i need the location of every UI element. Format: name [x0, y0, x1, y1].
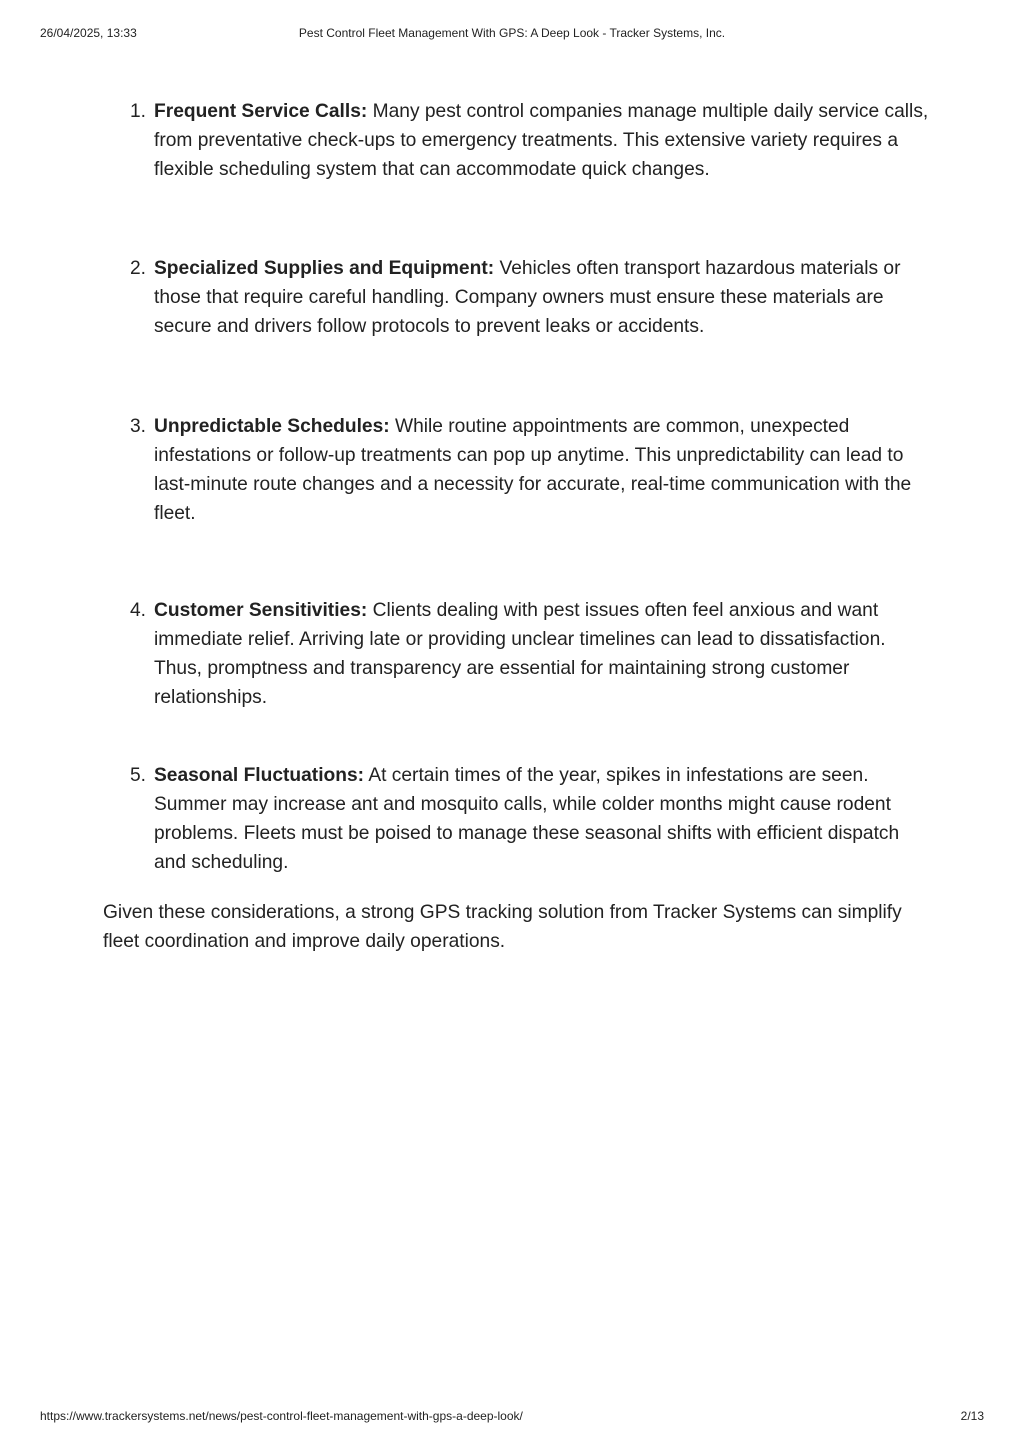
- article-content: [103, 97, 933, 956]
- item-number: 3.: [130, 416, 147, 437]
- item-number: 2.: [130, 258, 147, 279]
- list-item: [103, 596, 933, 712]
- list-item: [103, 761, 933, 877]
- print-footer: [40, 1409, 984, 1425]
- item-number: 4.: [130, 600, 147, 621]
- item-term: Frequent Service Calls:: [154, 101, 368, 122]
- item-number: 5.: [130, 765, 147, 786]
- page-number: 2/13: [960, 1409, 984, 1423]
- item-term: Unpredictable Schedules:: [154, 416, 390, 437]
- closing-paragraph: Given these considerations, a strong GPS tracking solution from Tracker Systems can simplify fleet coordination and improve daily operations.: [103, 902, 902, 952]
- item-text: Clients dealing with pest issues often feel anxious and want immediate relief. Arriving late or providing unclear timelines can lead to dissatisfaction. Thus, promptness and transparency are essential for maintaining strong customer relationships.: [154, 600, 886, 708]
- item-term: Customer Sensitivities:: [154, 600, 368, 621]
- item-term: Specialized Supplies and Equipment:: [154, 258, 495, 279]
- page-url: https://www.trackersystems.net/news/pest-control-fleet-management-with-gps-a-deep-look/: [40, 1409, 523, 1423]
- item-term: Seasonal Fluctuations:: [154, 765, 365, 786]
- item-number: 1.: [130, 101, 147, 122]
- item-text: At certain times of the year, spikes in infestations are seen. Summer may increase ant and mosquito calls, while colder months might cause rodent problems. Fleets must be poised to manage these seasonal shifts with efficient dispatch and scheduling.: [154, 765, 900, 873]
- print-header: [40, 26, 984, 42]
- list-item: [103, 97, 933, 184]
- item-text: While routine appointments are common, unexpected infestations or follow-up treatments can pop up anytime. This unpredictability can lead to last-minute route changes and a necessity for accurate, real-time communication with the fleet.: [154, 416, 912, 524]
- print-datetime: 26/04/2025, 13:33: [40, 26, 137, 40]
- item-text: Many pest control companies manage multiple daily service calls, from preventative check-ups to emergency treatments. This extensive variety requires a flexible scheduling system that can accommodate quick changes.: [154, 101, 929, 180]
- list-item: [103, 254, 933, 341]
- item-text: Vehicles often transport hazardous materials or those that require careful handling. Company owners must ensure these materials are secure and drivers follow protocols to prevent leaks or accidents.: [154, 258, 901, 337]
- print-page-title: Pest Control Fleet Management With GPS: A Deep Look - Tracker Systems, Inc.: [298, 26, 726, 40]
- list-item: [103, 412, 933, 528]
- considerations-list: [103, 97, 933, 877]
